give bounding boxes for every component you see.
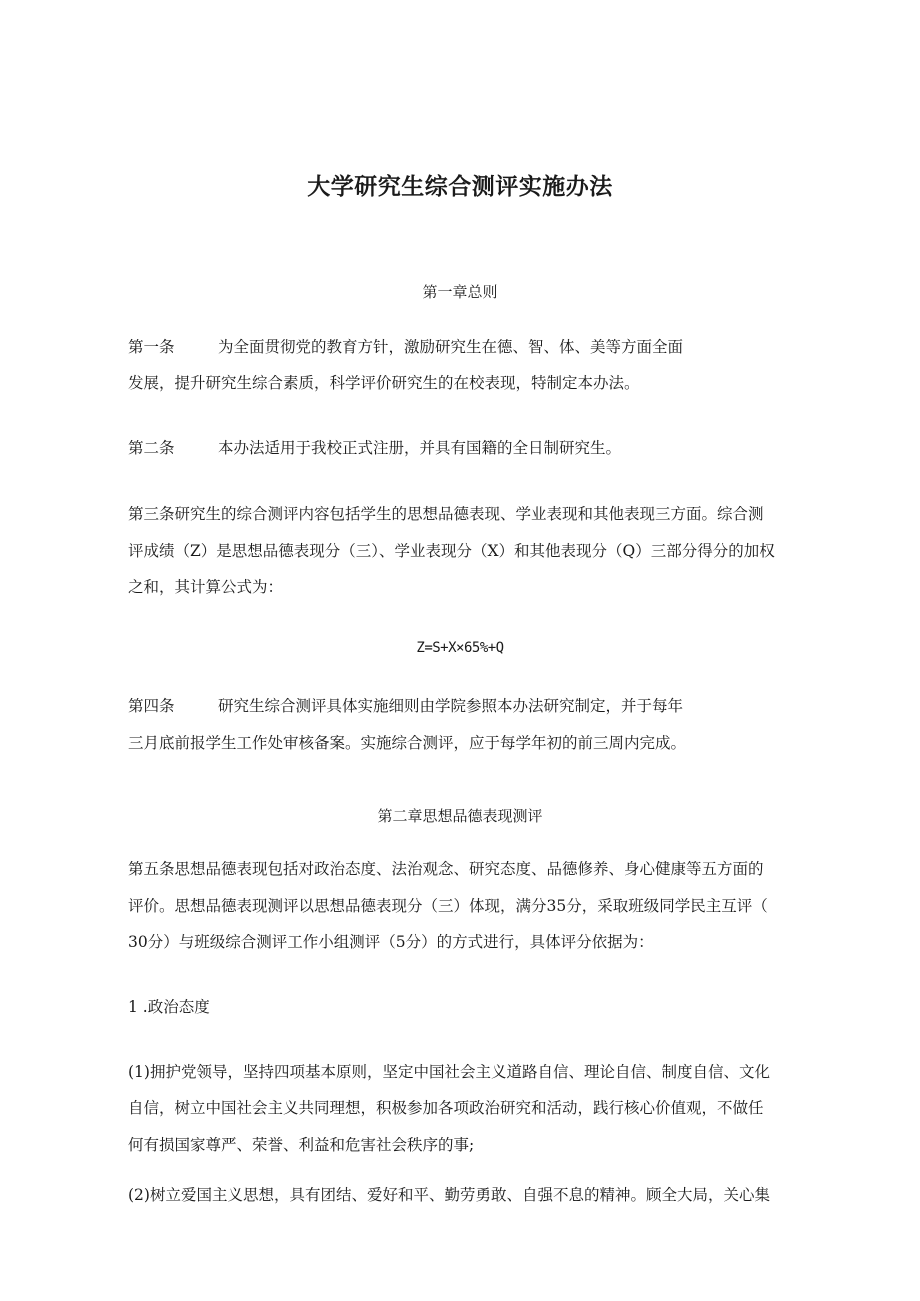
document-title: 大学研究生综合测评实施办法 [307, 174, 613, 200]
article-1-text: 为全面贯彻党的教育方针，激励研究生在德、智、体、美等方面全面 [218, 338, 684, 356]
article-3-line-2: 评成绩（Z）是思想品德表现分（三）、学业表现分（X）和其他表现分（Q）三部分得分的加权 [128, 542, 775, 560]
item-1-line-2: 自信，树立中国社会主义共同理想，积极参加各项政治研究和活动，践行核心价值观，不做任 [128, 1099, 764, 1117]
article-4-line-2: 三月底前报学生工作处审核备案。实施综合测评，应于每学年初的前三周内完成。 [128, 734, 687, 752]
item-1-line-1: (1)拥护党领导，坚持四项基本原则，坚定中国社会主义道路自信、理论自信、制度自信、文化 [128, 1063, 770, 1081]
article-5-line-2: 评价。思想品德表现测评以思想品德表现分（三）体现，满分35分，采取班级同学民主互评（ [128, 897, 768, 915]
item-2-line-1: (2)树立爱国主义思想，具有团结、爱好和平、勤劳勇敢、自强不息的精神。顾全大局，关心集 [128, 1186, 770, 1204]
article-1-label: 第一条 [128, 338, 175, 356]
article-4-line-1 [128, 694, 683, 716]
section-political-attitude: 1 .政治态度 [128, 998, 210, 1016]
formula: Z=S+X×65%+Q [416, 640, 504, 656]
article-1-line-2: 发展，提升研究生综合素质，科学评价研究生的在校表现，特制定本办法。 [128, 374, 640, 392]
article-4-text: 研究生综合测评具体实施细则由学院参照本办法研究制定，并于每年 [218, 697, 684, 715]
chapter-heading-1: 第一章总则 [422, 283, 498, 301]
article-5-line-3: 30分）与班级综合测评工作小组测评（5分）的方式进行，具体评分依据为： [128, 933, 654, 951]
article-2 [128, 436, 621, 458]
article-3-line-3: 之和，其计算公式为： [128, 578, 284, 596]
article-3-line-1: 第三条研究生的综合测评内容包括学生的思想品德表现、学业表现和其他表现三方面。综合测 [128, 505, 764, 523]
chapter-heading-2: 第二章思想品德表现测评 [377, 807, 543, 825]
article-4-label: 第四条 [128, 697, 175, 715]
article-1-line-1 [128, 335, 683, 357]
item-1-line-3: 何有损国家尊严、荣誉、利益和危害社会秩序的事; [128, 1136, 475, 1154]
article-5-line-1: 第五条思想品德表现包括对政治态度、法治观念、研究态度、品德修养、身心健康等五方面的 [128, 860, 764, 878]
article-2-label: 第二条 [128, 439, 175, 457]
article-2-text: 本办法适用于我校正式注册，并具有国籍的全日制研究生。 [218, 439, 622, 457]
